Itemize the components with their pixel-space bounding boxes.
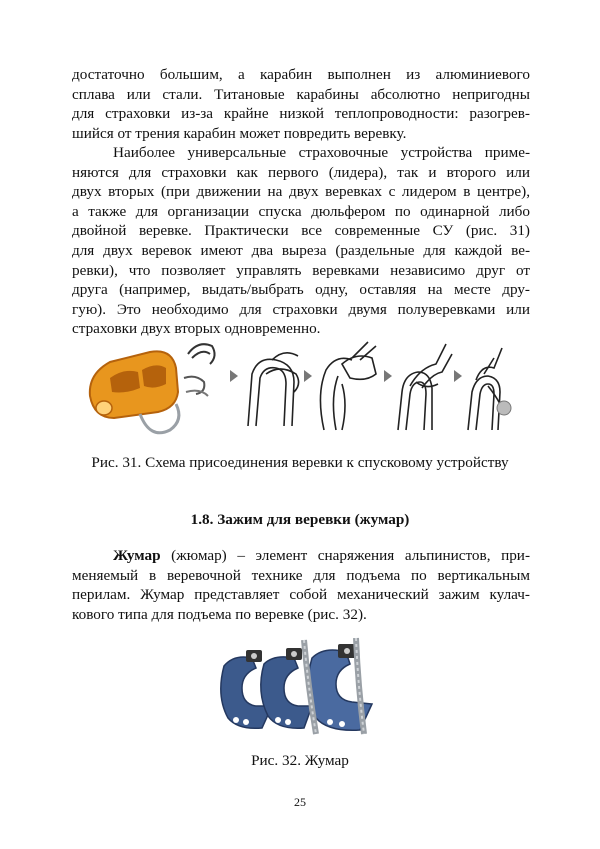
text-line: для страховки из-за крайне низкой теплопроводности: разогрев- [72,105,530,123]
text-line: меняемый в веревочной технике для подъема по вертикальным [72,566,530,584]
step-arrow-icon [304,370,312,382]
carabiner-gate-image [497,401,511,415]
belay-device-image [90,344,215,433]
page-number: 25 [294,795,306,809]
step-arrow-icon [230,370,238,382]
rope-step-1 [248,353,299,426]
section-heading: 1.8. Зажим для веревки (жумар) [190,511,410,528]
text-line: двойной веревке. Практически все современные СУ (рис. 31) [72,222,530,240]
paragraph-2 [72,143,530,339]
text-line: достаточно большим, а карабин выполнен из алюминиевого [72,66,530,83]
rope-step-3 [398,344,452,430]
text-line: для двух веревок имеют два выреза (раздельные для каждой ве- [72,241,530,259]
text-line-rest: (жюмар) – элемент снаряжения альпинистов, при- [160,547,530,564]
rope-step-4 [468,348,502,430]
figure-31-caption: Рис. 31. Схема присоединения веревки к спусковому устройству [91,454,509,471]
text-line: двух вторых (при движении на двух веревках с лидером в центре), [72,183,530,201]
text-line: а также для организации спуска дюльфером по одинарной либо [72,202,530,220]
text-line: ревки), что позволяет управлять веревками независимо друг от [72,261,530,279]
paragraph-3 [72,546,530,624]
figure-31-belay-device-illustration [80,334,530,442]
step-arrow-icon [454,370,462,382]
text-line [72,546,530,566]
text-line: друга (например, выдать/выбрать одну, оставляя на месте дру- [72,281,530,299]
text-line: шийся от трения карабин может повредить веревку. [72,124,407,142]
text-line: кового типа для подъема по веревке (рис. 32). [72,605,367,623]
text-line: страховки двух вторых одновременно. [72,320,321,338]
text-line: сплава или стали. Титановые карабины абсолютно непригодны [72,85,530,103]
term-jumar: Жумар [113,547,161,564]
paragraph-1 [72,65,530,143]
figure-32-jumar-illustration [212,636,382,736]
text-line: перилам. Жумар представляет собой механический зажим кулач- [72,586,530,604]
text-line: гую). Это необходимо для страховки двумя полуверевками или [72,300,530,318]
figure-32-caption: Рис. 32. Жумар [251,752,349,769]
jumar-image [221,638,372,734]
rope-step-2 [320,342,376,430]
text-line: няются для страховки как первого (лидера), так и второго или [72,163,530,181]
step-arrow-icon [384,370,392,382]
text-line: Наиболее универсальные страховочные устройства приме- [113,144,530,161]
